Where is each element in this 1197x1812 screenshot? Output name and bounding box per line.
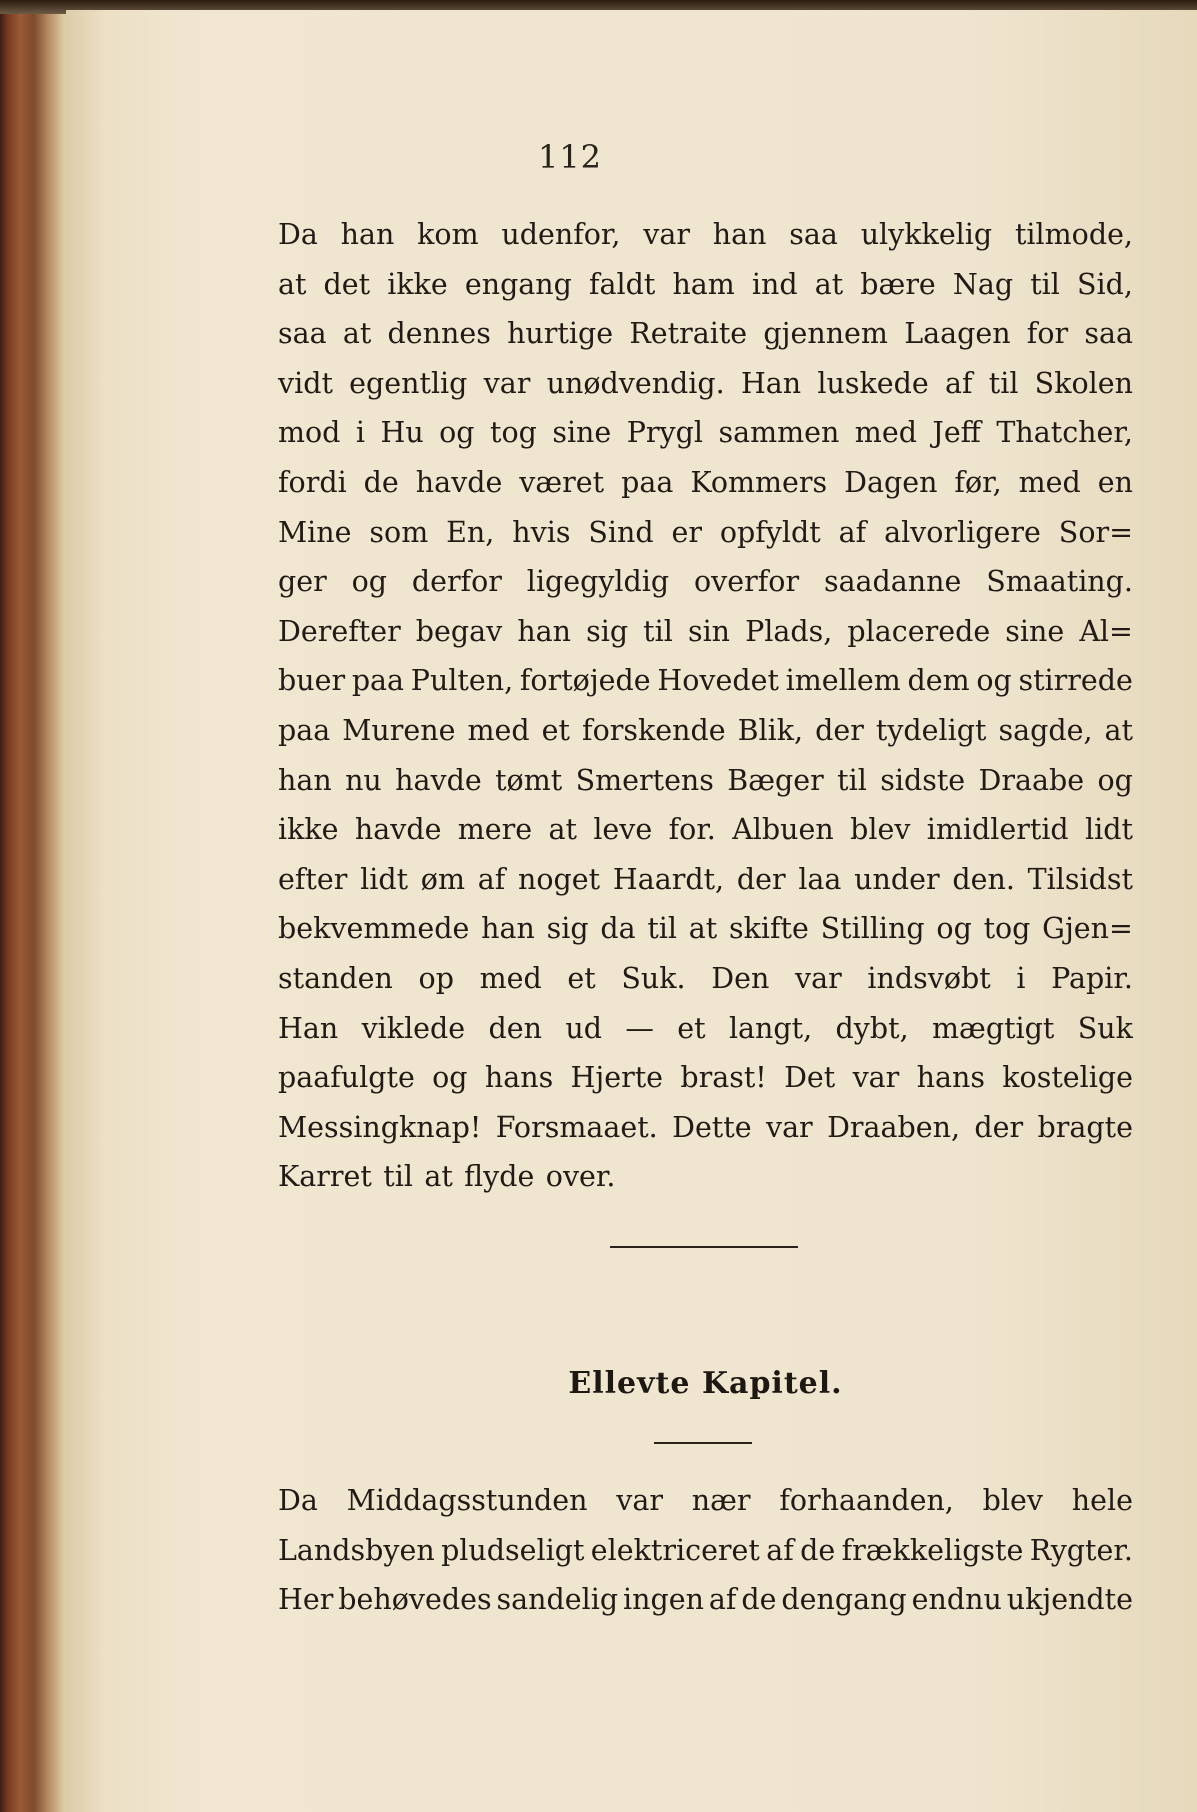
text-line: standen op med et Suk. Den var indsvøbt i Papir. <box>278 961 1133 995</box>
text-line: mod i Hu og tog sine Prygl sammen med Jeff Thatcher, <box>278 416 1133 450</box>
text-line: paafulgte og hans Hjerte brast! Det var hans kostelige <box>278 1061 1133 1095</box>
text-line: Messingknap! Forsmaaet. Dette var Draaben, der bragte <box>278 1110 1133 1144</box>
chapter-title-underline <box>654 1442 752 1444</box>
text-line: Da Middagsstunden var nær forhaanden, blev hele <box>278 1484 1133 1517</box>
text-line: ikke havde mere at leve for. Albuen blev imidlertid lidt <box>278 813 1133 847</box>
text-line: paa Murene med et forskende Blik, der tydeligt sagde, at <box>278 713 1133 747</box>
text-line: ger og derfor ligegyldig overfor saadanne Smaating. <box>278 565 1133 599</box>
text-line: fordi de havde været paa Kommers Dagen før, med en <box>278 465 1133 499</box>
text-line: Her behøvedes sandelig ingen af de dengang endnu ukjendte <box>278 1583 1133 1617</box>
text-line: Mine som En, hvis Sind er opfyldt af alvorligere Sor= <box>278 515 1133 549</box>
page-number: 112 <box>537 138 603 176</box>
paragraph-2 <box>278 1476 1133 1625</box>
paragraph-1 <box>278 210 1133 1202</box>
text-line: bekvemmede han sig da til at skifte Stilling og tog Gjen= <box>278 912 1133 946</box>
chapter-title: Ellevte Kapitel. <box>568 1366 843 1401</box>
text-line: Da han kom udenfor, var han saa ulykkelig tilmode, <box>278 218 1133 251</box>
section-divider-rule <box>610 1246 798 1248</box>
text-line: saa at dennes hurtige Retraite gjennem Laagen for saa <box>278 317 1133 351</box>
text-line: vidt egentlig var unødvendig. Han luskede af til Skolen <box>278 366 1133 400</box>
book-spine-edge <box>0 0 70 1812</box>
text-line: Landsbyen pludseligt elektriceret af de frækkeligste Rygter. <box>278 1533 1133 1567</box>
text-line: efter lidt øm af noget Haardt, der laa under den. Tilsidst <box>278 862 1133 896</box>
text-line: Karret til at flyde over. <box>278 1160 616 1194</box>
text-line: buer paa Pulten, fortøjede Hovedet imellem dem og stirrede <box>278 664 1133 698</box>
text-line: Han viklede den ud — et langt, dybt, mægtigt Suk <box>278 1011 1133 1045</box>
text-line: at det ikke engang faldt ham ind at bære Nag til Sid, <box>278 267 1133 301</box>
text-line: han nu havde tømt Smertens Bæger til sidste Draabe og <box>278 763 1133 797</box>
text-line: Derefter begav han sig til sin Plads, placerede sine Al= <box>278 614 1133 648</box>
